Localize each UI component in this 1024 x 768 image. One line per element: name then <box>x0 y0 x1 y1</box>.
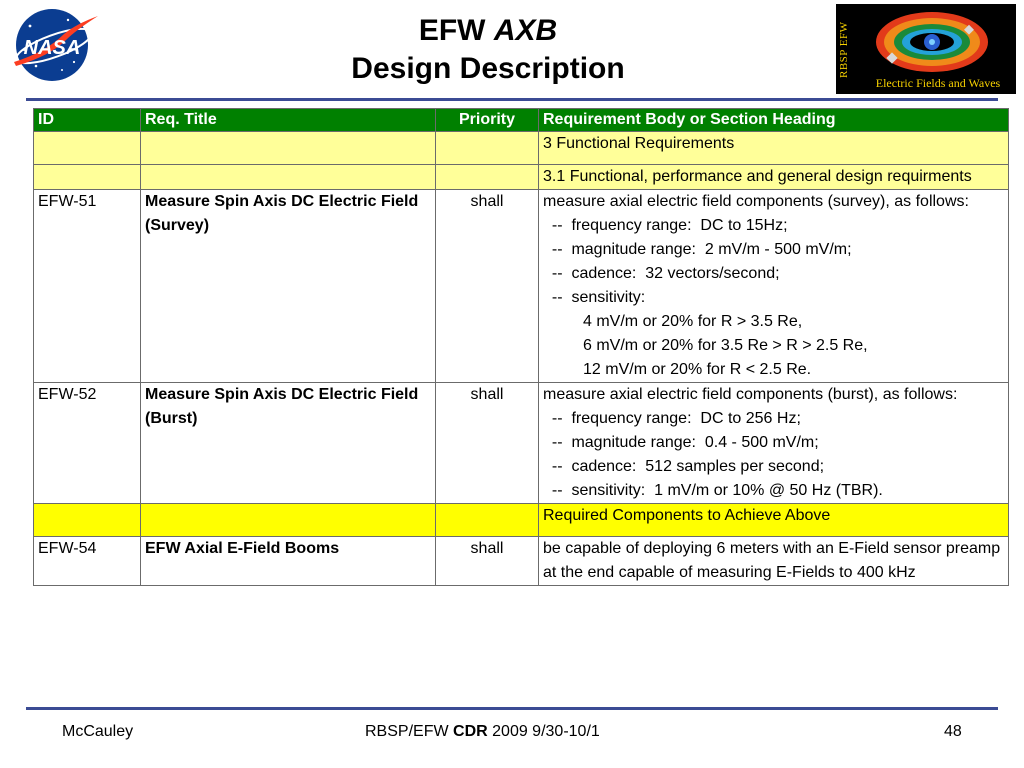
body-line: 3 Functional Requirements <box>543 135 735 152</box>
requirements-table <box>33 108 1009 586</box>
header-divider <box>26 98 998 101</box>
cell-id: EFW-52 <box>34 383 141 504</box>
rbsp-efw-logo <box>836 4 1016 94</box>
footer-author: McCauley <box>62 723 134 740</box>
footer-event <box>365 723 600 741</box>
footer-event-bold: CDR <box>453 723 488 740</box>
cell-title: Measure Spin Axis DC Electric Field (Survey) <box>141 190 436 383</box>
cell-priority <box>436 504 539 537</box>
table-row <box>34 132 1009 165</box>
body-line: -- sensitivity: <box>543 289 646 306</box>
rbsp-side-label: RBSP EFW <box>838 21 850 79</box>
body-line: -- sensitivity: 1 mV/m or 10% @ 50 Hz (TBR). <box>543 482 883 499</box>
cell-title <box>141 504 436 537</box>
cell-priority: shall <box>436 190 539 383</box>
table-row <box>34 383 1009 504</box>
body-line: -- frequency range: DC to 256 Hz; <box>543 410 801 427</box>
body-line: -- cadence: 512 samples per second; <box>543 458 825 475</box>
body-line: measure axial electric field components (survey), as follows: <box>543 193 969 210</box>
body-line: measure axial electric field components (burst), as follows: <box>543 386 958 403</box>
title-prefix: EFW <box>418 14 486 47</box>
nasa-logo <box>6 4 102 86</box>
cell-priority <box>436 132 539 165</box>
cell-body <box>539 165 1009 190</box>
body-line: 6 mV/m or 20% for 3.5 Re > R > 2.5 Re, <box>543 337 868 354</box>
cell-priority: shall <box>436 537 539 586</box>
body-line: 4 mV/m or 20% for R > 3.5 Re, <box>543 313 803 330</box>
cell-id: EFW-54 <box>34 537 141 586</box>
title-line-2: Design Description <box>351 52 625 85</box>
table-row <box>34 165 1009 190</box>
body-line: be capable of deploying 6 meters with an E-Field sensor preamp at the end capable of measuring E-Fields to 400 kHz <box>543 540 1001 581</box>
cell-title: Measure Spin Axis DC Electric Field (Burst) <box>141 383 436 504</box>
cell-id: EFW-51 <box>34 190 141 383</box>
cell-id <box>34 504 141 537</box>
slide-title <box>200 12 776 88</box>
body-line: -- magnitude range: 2 mV/m - 500 mV/m; <box>543 241 852 258</box>
table-header-row <box>34 109 1009 132</box>
body-line: 12 mV/m or 20% for R < 2.5 Re. <box>543 361 812 378</box>
page-number: 48 <box>944 723 962 740</box>
footer-divider <box>26 707 998 710</box>
column-header-id: ID <box>34 109 141 132</box>
cell-priority: shall <box>436 383 539 504</box>
column-header-priority: Priority <box>436 109 539 132</box>
title-italic: AXB <box>493 14 558 47</box>
body-line: -- frequency range: DC to 15Hz; <box>543 217 788 234</box>
cell-body <box>539 132 1009 165</box>
cell-body <box>539 383 1009 504</box>
title-line-1 <box>200 12 776 50</box>
column-header-body: Requirement Body or Section Heading <box>539 109 1009 132</box>
table-row <box>34 537 1009 586</box>
cell-title <box>141 165 436 190</box>
body-line: 3.1 Functional, performance and general design requirments <box>543 168 972 185</box>
table-row <box>34 504 1009 537</box>
table-row <box>34 190 1009 383</box>
cell-body <box>539 504 1009 537</box>
cell-body <box>539 190 1009 383</box>
nasa-logo-text: NASA <box>23 37 81 59</box>
body-line: -- magnitude range: 0.4 - 500 mV/m; <box>543 434 819 451</box>
cell-priority <box>436 165 539 190</box>
cell-id <box>34 165 141 190</box>
footer-event-suffix: 2009 9/30-10/1 <box>492 723 600 740</box>
cell-title <box>141 132 436 165</box>
cell-title: EFW Axial E-Field Booms <box>141 537 436 586</box>
cell-body <box>539 537 1009 586</box>
body-line: Required Components to Achieve Above <box>543 507 831 524</box>
cell-id <box>34 132 141 165</box>
column-header-title: Req. Title <box>141 109 436 132</box>
body-line: -- cadence: 32 vectors/second; <box>543 265 780 282</box>
footer-event-prefix: RBSP/EFW <box>365 723 449 740</box>
rbsp-caption: Electric Fields and Waves <box>875 76 1001 90</box>
